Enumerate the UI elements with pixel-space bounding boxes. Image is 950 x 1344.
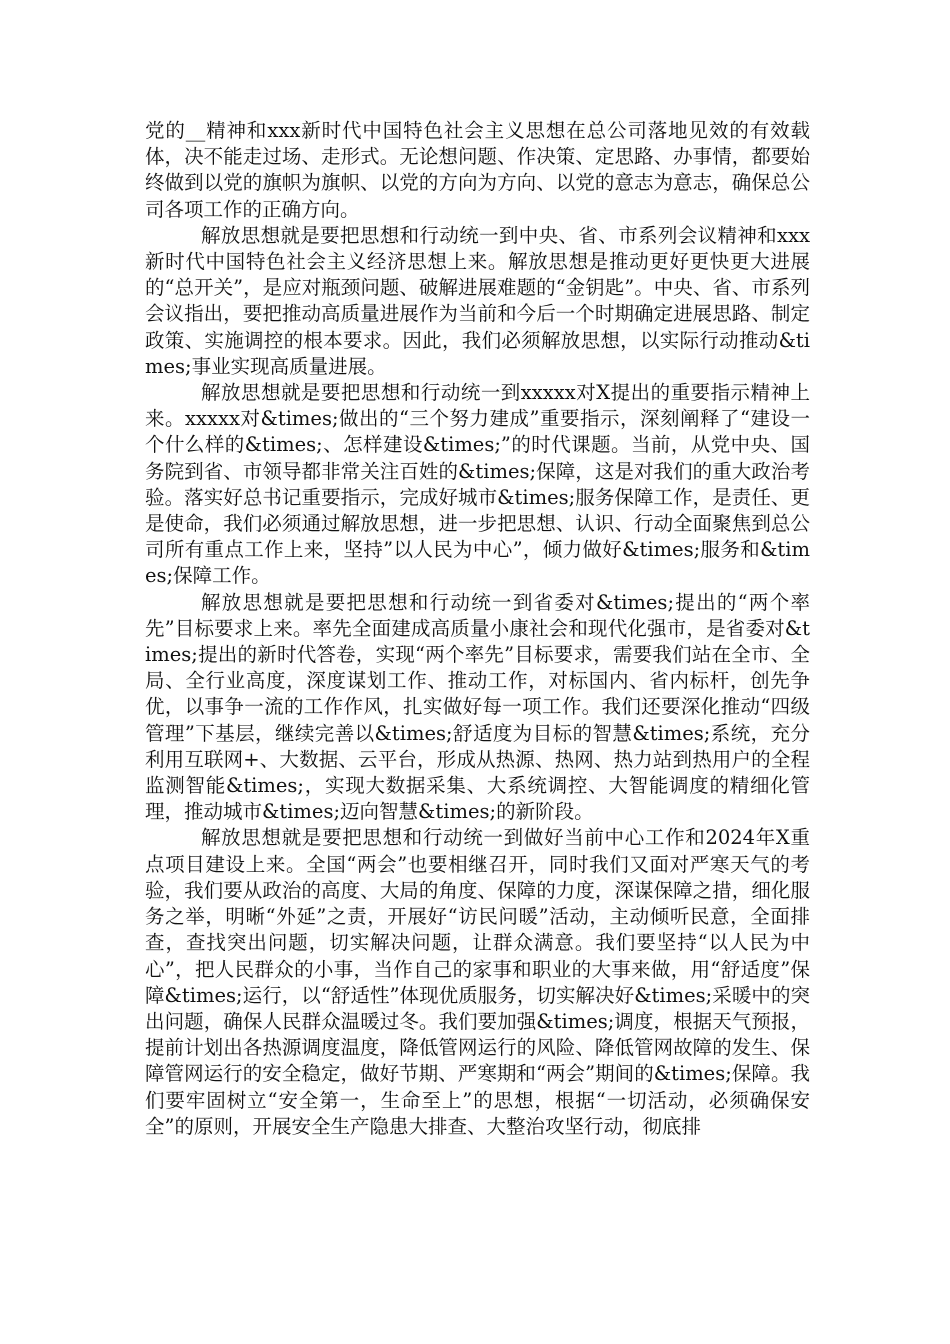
paragraph-1: 党的__精神和xxx新时代中国特色社会主义思想在总公司落地见效的有效载体，决不能走过场、走形式。无论想问题、作决策、定思路、办事情，都要始终做到以党的旗帜为旗帜、以党的方向为方向、以党的意志为意志，确保总公司各项工作的正确方向。 — [145, 119, 810, 221]
paragraph-2: 解放思想就是要把思想和行动统一到中央、省、市系列会议精神和xxx新时代中国特色社会主义经济思想上来。解放思想是推动更好更快更大进展的“总开关”，是应对瓶颈问题、破解进展难题的“金钥匙”。中央、省、市系列会议指出，要把推动高质量进展作为当前和今后一个时期确定进展思路、制定政策、实施调控的根本要求。因此，我们必须解放思想，以实际行动推动&times;事业实现高质量进展。 — [145, 223, 810, 378]
paragraph-4: 解放思想就是要把思想和行动统一到省委对&times;提出的“两个率先”目标要求上来。率先全面建成高质量小康社会和现代化强市，是省委对&times;提出的新时代答卷，实现“两个率先”目标要求，需要我们站在全市、全局、全行业高度，深度谋划工作、推动工作，对标国内、省内标杆，创先争优，以事争一流的工作作风，扎实做好每一项工作。我们还要深化推动“四级管理”下基层，继续完善以&times;舒适度为目标的智慧&times;系统，充分利用互联网+、大数据、云平台，形成从热源、热网、热力站到热用户的全程监测智能&times;，实现大数据采集、大系统调控、大智能调度的精细化管理，推动城市&times;迈向智慧&times;的新阶段。 — [145, 590, 810, 824]
paragraph-5: 解放思想就是要把思想和行动统一到做好当前中心工作和2024年X重点项目建设上来。全国“两会”也要相继召开，同时我们又面对严寒天气的考验，我们要从政治的高度、大局的角度、保障的力度，深谋保障之措，细化服务之举，明晰“外延”之责，开展好“访民问暖”活动，主动倾听民意，全面排查，查找突出问题，切实解决问题，让群众满意。我们要坚持“以人民为中心”，把人民群众的小事，当作自己的家事和职业的大事来做，用“舒适度”保障&times;运行，以“舒适性”体现优质服务，切实解决好&times;采暖中的突出问题，确保人民群众温暖过冬。我们要加强&times;调度，根据天气预报，提前计划出各热源调度温度，降低管网运行的风险、降低管网故障的发生、保障管网运行的安全稳定，做好节期、严寒期和“两会”期间的&times;保障。我们要牢固树立“安全第一，生命至上”的思想，根据“一切活动，必须确保安全”的原则，开展安全生产隐患大排查、大整治攻坚行动，彻底排 — [145, 826, 810, 1138]
paragraph-3: 解放思想就是要把思想和行动统一到xxxxx对X提出的重要指示精神上来。xxxxx对&times;做出的“三个努力建成”重要指示，深刻阐释了“建设一个什么样的&times;、怎样建设&times;”的时代课题。当前，从党中央、国务院到省、市领导都非常关注百姓的&times;保障，这是对我们的重大政治考验。落实好总书记重要指示，完成好城市&times;服务保障工作，是责任、更是使命，我们必须通过解放思想，进一步把思想、认识、行动全面聚焦到总公司所有重点工作上来，坚持”以人民为中心”，倾力做好&times;服务和&times;保障工作。 — [145, 381, 810, 588]
document-body — [145, 118, 810, 1140]
